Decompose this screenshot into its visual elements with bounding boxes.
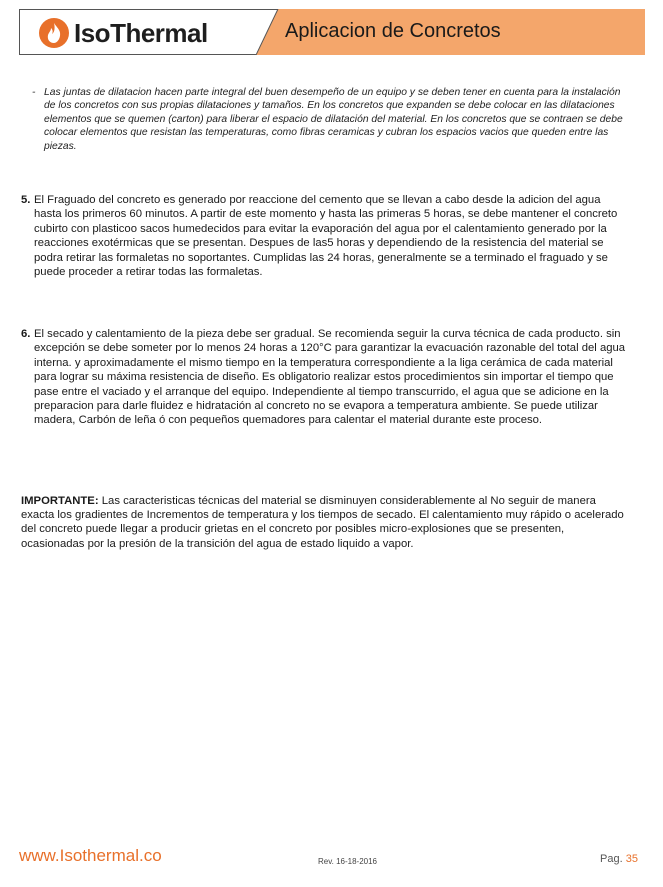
page-title: Aplicacion de Concretos bbox=[285, 20, 501, 42]
item-number: 5. bbox=[21, 194, 31, 206]
brand-logo bbox=[38, 17, 208, 49]
dilatation-note bbox=[32, 86, 624, 153]
important-paragraph bbox=[21, 494, 629, 551]
important-label: IMPORTANTE: bbox=[21, 495, 99, 507]
item-text: El Fraguado del concreto es generado por reaccione del cemento que se llevan a cabo desde la adicion del agua hasta los primeros 60 minutos. A partir de este momento y hasta las primeras 5 horas, se debe mantener el concreto cubirto con plasticoo sacos humedecidos para evitar la evaporación del agua por el calentamiento generado por la reacciones exotérmicas que se presentan. Despues de las5 horas y dependiendo de la resistencia del material se podra retirar las formaletas no soportantes. Cumplidas las 24 horas, generalmente se a terminado el fraguado y se puede proceder a retirar todas las formaletas. bbox=[34, 194, 618, 279]
page-number-value: 35 bbox=[625, 853, 638, 865]
page-number bbox=[600, 853, 638, 865]
page-header bbox=[19, 9, 644, 55]
note-bullet: - bbox=[32, 87, 36, 98]
important-text: Las caracteristicas técnicas del material se disminuyen considerablemente al No seguir de manera exacta los gradientes de Incrementos de temperatura y los tiempos de secado. El calentamiento muy rápido o acelerado del concreto puede llegar a producir grietas en el concreto por posibles micro-explosiones que se presenten, ocasionadas por la presión de la transición del agua de estado liquido a vapor. bbox=[21, 495, 624, 550]
brand-name: IsoThermal bbox=[74, 17, 208, 48]
website-link[interactable]: www.Isothermal.co bbox=[19, 846, 162, 865]
flame-icon bbox=[38, 17, 70, 49]
page-label: Pag. bbox=[600, 853, 623, 865]
note-text: Las juntas de dilatacion hacen parte integral del buen desempeño de un equipo y se deben tener en cuenta para la instalación de los concretos con sus propias dilataciones y tamaños. En los concretos que expanden se debe colocar en las dilataciones elementos que se quemen (carton) para liberar el espacio de dilatación del material. En los concretos que se contraen se debe colocar elementos que resistan las temperaturas, como fibras ceramicas y cubran los espacios vacios que queden entre las piezas. bbox=[44, 87, 623, 152]
list-item-5 bbox=[21, 193, 627, 279]
revision-label: Rev. 16-18-2016 bbox=[318, 857, 377, 866]
item-number: 6. bbox=[21, 328, 31, 340]
item-text: El secado y calentamiento de la pieza debe ser gradual. Se recomienda seguir la curva técnica de cada producto. sin excepción se debe someter por lo menos 24 horas a 120°C para garantizar la evacuación razonable del total del agua interna. y aproximadamente el mismo tiempo en la temperatura correspondiente a la liga cerámica de cada material para lograr su máxima resistencia de diseño. Es obligatorio realizar estos procedimientos sin importar el tiempo que pase entre el vaciado y el arranque del equipo. Independiente al tiempo transcurrido, el agua que se adicione en la preparacion para darle fluidez e hidratación al concreto no se evapora a temperatura ambiente. Se puede utilizar madera, Carbón de leña ó con pequeños quemadores para calentar el material durante este proceso. bbox=[34, 328, 626, 427]
list-item-6 bbox=[21, 327, 627, 428]
